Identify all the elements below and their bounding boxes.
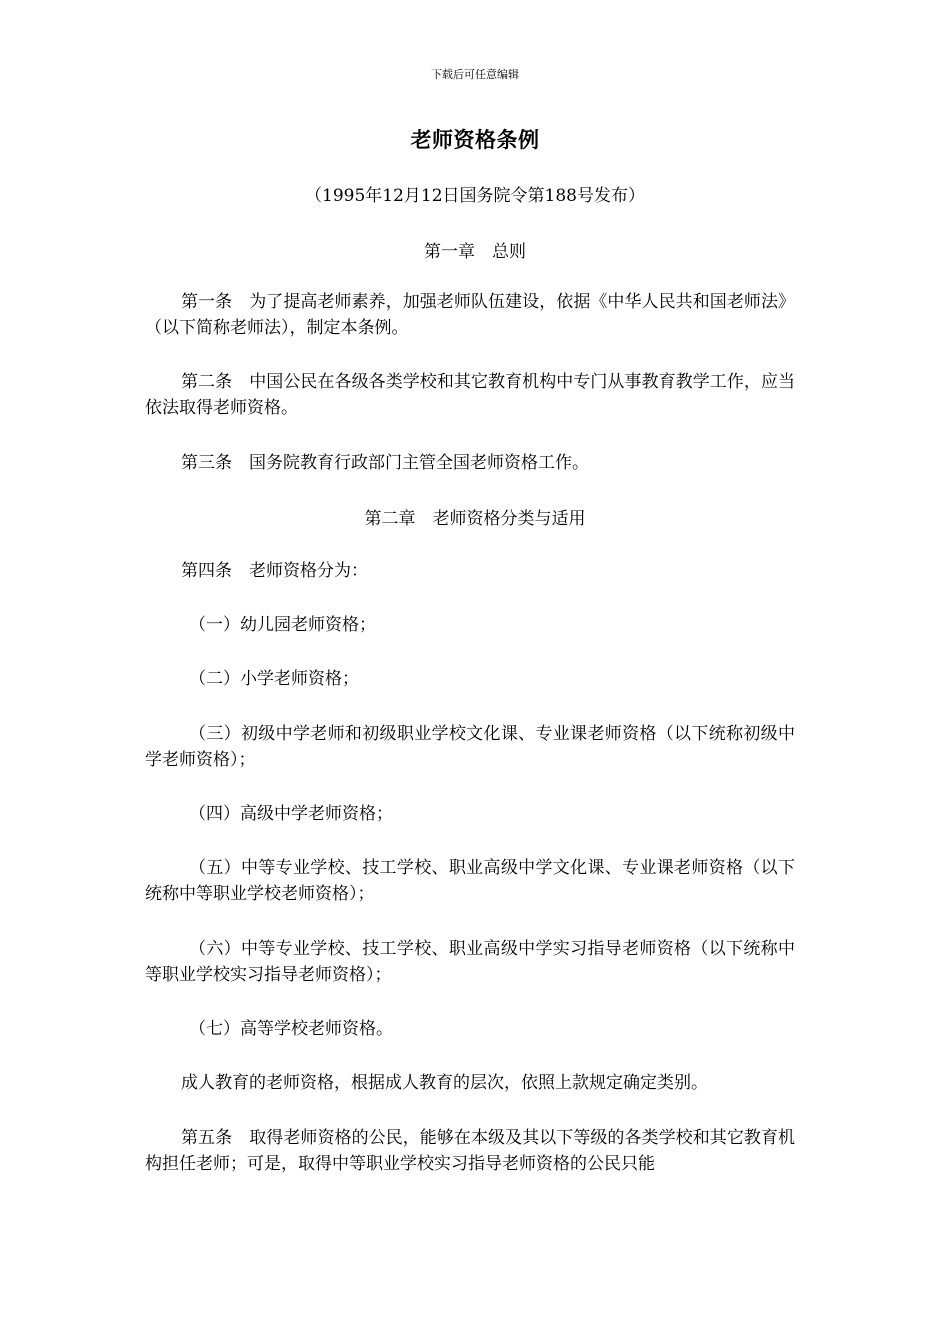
article-4	[145, 558, 795, 584]
header-note: 下载后可任意编辑	[431, 68, 519, 81]
article-text: 中国公民在各级各类学校和其它教育机构中专门从事教育教学工作，应当依法取得老师资格。	[145, 372, 796, 418]
article-3	[145, 450, 795, 476]
list-item: （六）中等专业学校、技工学校、职业高级中学实习指导老师资格（以下统称中等职业学校实习指导老师资格）；	[145, 939, 795, 985]
chapter-heading-1: 第一章 总则	[424, 242, 526, 262]
article-number: 第五条	[181, 1128, 250, 1148]
chapter-heading-2: 第二章 老师资格分类与适用	[364, 509, 586, 529]
article-text: 取得老师资格的公民，能够在本级及其以下等级的各类学校和其它教育机构担任老师；可是，取得中等职业学校实习指导老师资格的公民只能	[145, 1128, 796, 1174]
article-5	[145, 1125, 795, 1177]
list-item: （三）初级中学老师和初级职业学校文化课、专业课老师资格（以下统称初级中学老师资格）；	[145, 724, 795, 770]
document-title: 老师资格条例	[410, 128, 540, 152]
list-item: （一）幼儿园老师资格；	[189, 615, 376, 635]
article-text: 为了提高老师素养，加强老师队伍建设，依据《中华人民共和国老师法》（以下简称老师法），制定本条例。	[145, 292, 796, 338]
list-item: （二）小学老师资格；	[189, 669, 359, 689]
adult-education-note: 成人教育的老师资格，根据成人教育的层次，依照上款规定确定类别。	[181, 1073, 708, 1093]
article-2	[145, 369, 795, 421]
list-item: （四）高级中学老师资格；	[189, 804, 393, 824]
article-text: 国务院教育行政部门主管全国老师资格工作。	[249, 453, 589, 473]
article-1	[145, 289, 795, 341]
article-number: 第一条	[181, 292, 250, 312]
list-item: （七）高等学校老师资格。	[189, 1019, 393, 1039]
article-number: 第二条	[181, 372, 250, 392]
article-number: 第四条	[181, 561, 249, 581]
article-number: 第三条	[181, 453, 249, 473]
document-subtitle: （1995年12月12日国务院令第188号发布）	[305, 186, 645, 206]
article-text: 老师资格分为：	[249, 561, 368, 581]
list-item: （五）中等专业学校、技工学校、职业高级中学文化课、专业课老师资格（以下统称中等职业学校老师资格）；	[145, 858, 795, 904]
